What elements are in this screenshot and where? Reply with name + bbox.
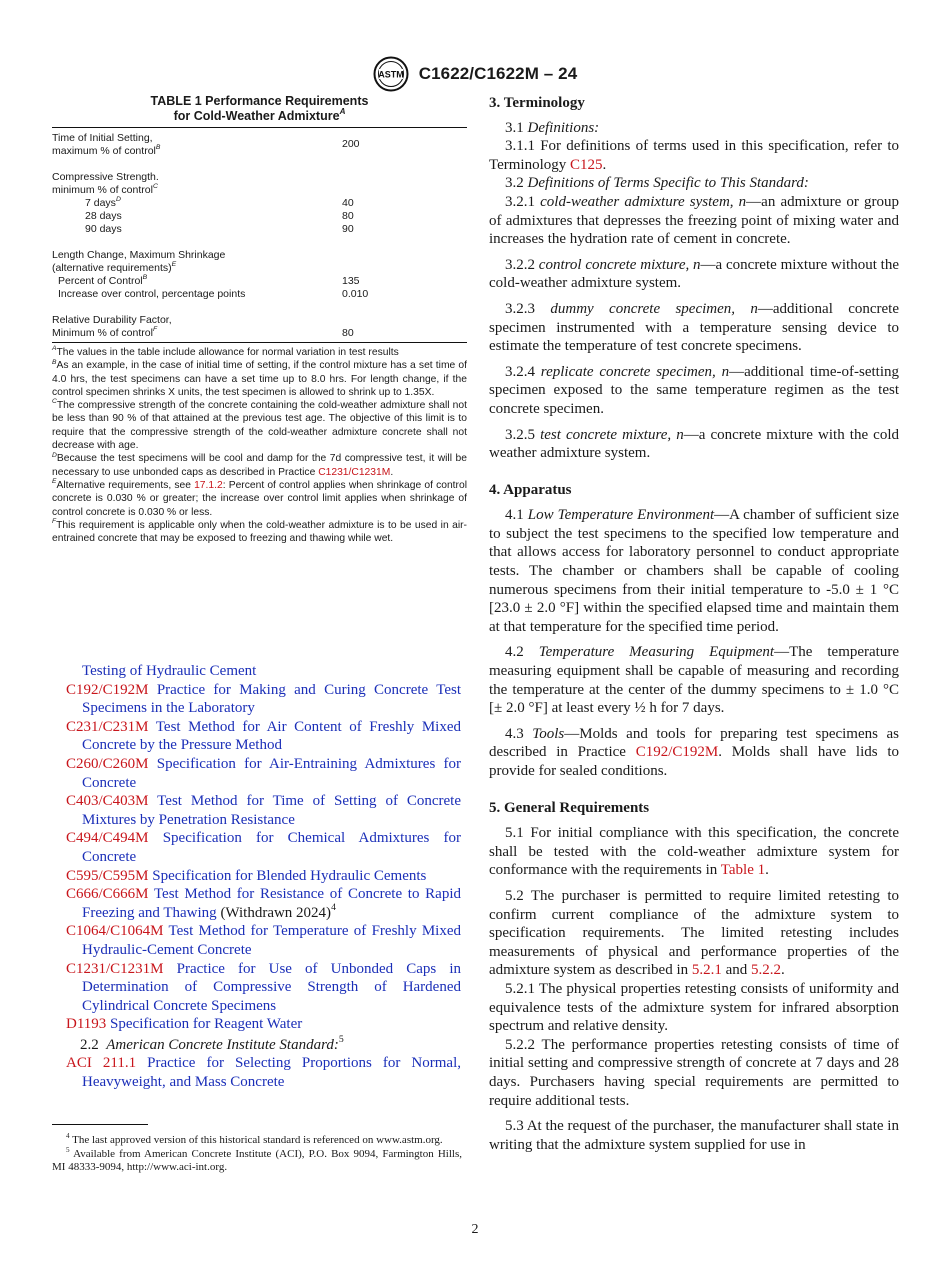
table-row: 7 days$^D$ 40 [85,196,354,209]
ref-code-link[interactable]: C403/C403M [66,793,149,810]
withdrawn-note: (Withdrawn 2024) [220,904,332,921]
table-row: Relative Durability Factor, [52,314,172,326]
list-item [66,1054,461,1091]
link-5-2-2[interactable]: 5.2.2 [751,962,782,979]
left-column [52,94,467,545]
page-number: 2 [471,1222,479,1237]
performance-requirements-table [52,127,467,343]
list-item [66,755,461,792]
ref-code-link[interactable]: C231/C231M [66,718,149,735]
paragraph: 3.2.4 replicate concrete specimen, n—additional time-of-setting specimen exposed to the same temperature regimen as the test concrete specimen. [489,363,899,417]
table-row: Minimum % of control$^F$ 80 [52,326,354,339]
ref-title-link[interactable]: Practice for Use of Unbonded Caps in Determination of Compressive Strength of Hardened Cylindrical Concrete Specimens [82,960,462,1014]
ref-code-link[interactable]: C260/C260M [66,755,149,772]
ref-title-link[interactable]: Test Method for Air Content of Freshly Mixed Concrete by the Pressure Method [82,718,461,754]
ref-code-link[interactable]: C494/C494M [66,830,149,847]
table-row: Time of Initial Setting, [52,132,153,144]
list-item [66,867,461,886]
footnote-mark: 4 [331,902,336,914]
list-item [66,681,461,718]
link-c1231[interactable]: C1231/C1231M [318,466,391,478]
ref-code-link[interactable]: C192/C192M [66,681,149,698]
ref-title-link[interactable]: Practice for Selecting Proportions for Normal, Heavyweight, and Mass Concrete [82,1055,462,1091]
table-row: (alternative requirements)$^E$ [52,261,177,274]
table-row: Compressive Strength. [52,171,159,183]
ref-code-link[interactable]: C1231/C1231M [66,960,164,977]
table-row: 28 days 80 [85,210,354,222]
ref-title-link[interactable]: Practice for Making and Curing Concrete Test Specimens in the Laboratory [82,681,461,717]
table-row: Length Change, Maximum Shrinkage [52,249,226,261]
referenced-documents-list [66,662,461,1092]
ref-title-link[interactable]: Test Method for Resistance of Concrete to Rapid Freezing and Thawing [82,886,461,921]
paragraph: 4.1 Low Temperature Environment—A chamber of sufficient size to subject the test specimens to the specified low temperature and that allows access for laboratory personnel to conduct appropriate tests. The chamber or chambers shall be capable of cooling numerous specimens from their initial temperature to -5.0 ± 1 °C [23.0 ± 2.0 °F] within the specified elapsed time and maintain them at that temperature for the specified time period. [489,507,899,635]
ref-title-link[interactable]: Specification for Reagent Water [110,1016,303,1033]
paragraph: 5.2.1 The physical properties retesting consists of uniformity and equivalence tests of the admixture system for infrared absorption spectrum and relative density. [489,980,899,1035]
paragraph: 3.2.3 dummy concrete specimen, n—additional concrete specimen instrumented with a temperature sensing device to estimate the temperature of test concrete specimens. [489,300,900,355]
list-item [66,885,461,922]
right-column [489,94,899,1154]
list-item [66,922,461,959]
ref-title-link[interactable]: Specification for Chemical Admixtures for Concrete [82,830,461,865]
ref-code-link[interactable]: C595/C595M [66,867,149,884]
ref-code-link[interactable]: C1064/C1064M [66,923,164,940]
ref-title-link[interactable]: Test Method for Temperature of Freshly Mixed Hydraulic-Cement Concrete [82,923,461,958]
paragraph: 4.2 Temperature Measuring Equipment—The temperature measuring equipment shall be capable of measuring and recording the temperature at the center of the dummy specimens to ± 1.0 °C [± 2.0 °F] at least every ½ h for 7 days. [489,644,899,717]
paragraph: 3.2.2 control concrete mixture, n—a concrete mixture without the cold-weather admixture system. [489,256,899,292]
page-header [0,56,950,92]
link-c125[interactable]: C125 [570,156,603,173]
paragraph: 5.1 For initial compliance with this specification, the concrete shall be tested with the cold-weather admixture system for conformance with the requirements in Table 1. [489,825,900,879]
list-item [66,1015,461,1034]
svg-text:ASTM: ASTM [377,69,404,80]
link-c192[interactable]: C192/C192M [635,744,719,761]
table-row: maximum % of control$^B$ 200 [52,138,360,157]
link-17-1-2[interactable]: 17.1.2 [194,479,223,491]
paragraph: 3.2.1 cold-weather admixture system, n—an admixture or group of admixtures that depresses the freezing point of mixing water and increases the hydration rate of cement in concrete. [489,193,899,248]
list-item: Testing of Hydraulic Cement [82,663,257,679]
table-row: Percent of Control$^B$ 135 [58,274,360,287]
list-item [66,718,461,755]
aci-standard-heading: 2.2 American Concrete Institute Standard:$^5$ [80,1034,344,1053]
paragraph: 3.2.5 test concrete mixture, n—a concrete mixture with the cold weather admixture system. [489,426,899,462]
link-table-1[interactable]: Table 1 [720,862,766,879]
table-title: TABLE 1 Performance Requirements for Cold-Weather Admixture$^A$ [150,94,369,123]
section-heading: 5. General Requirements [489,799,650,816]
section-heading: 3. Terminology [489,95,585,111]
table-row: minimum % of control$^C$ [52,183,158,196]
ref-code-link[interactable]: C666/C666M [66,886,149,903]
paragraph: 3.2 Definitions of Terms Specific to This Standard: [505,175,809,192]
footnote-rule [52,1124,148,1125]
paragraph: 5.2.2 The performance properties retesting consists of time of initial setting and compressive strength of concrete at 7 days and 28 days. Purchasers having special requirements are permitted to require additional tests. [489,1036,899,1109]
section-heading: 4. Apparatus [489,481,572,498]
ref-code-link[interactable]: ACI 211.1 [66,1055,137,1072]
table-row: 90 days 90 [85,223,354,235]
page-footnotes: $^4$ The last approved version of this historical standard is referenced on www.astm.org. $^5$ Available from American Concrete Institute (ACI), P.O. Box 9094, Farmington Hills, MI 48333-9094, http://www.aci-int.org. [52,1124,462,1175]
table-footnotes: $^A$The values in the table include allowance for normal variation in test results $^B$As an example, in the case of initial time of setting, if the control mixture has a set time of 4.0 hrs, the test specimens can have a set time up to 8.0 hrs. For length change, if the control specimen shrinks X units, the test specimen is allowed to shrink up to 1.35X. $^C$The compressive strength of the concrete containing the cold-weather admixture shall not be less than 90 % of that attained at the previous test age. The objective of this limit is to require that the compressive strength of the cold-weather admixture concrete shall not decrease with age. $^D$Because the test specimens will be cool and damp for the 7d compressive test, it will be necessary to use unbonded caps as described in Practice C1231/C1231M. $^E$Alternative requirements, see 17.1.2: Percent of control applies when shrinkage of control concrete is 0.030 % or greater; the increase over control limit applies when shrinkage of control concrete is 0.030 % or less. $^F$This requirement is applicable only when the cold-weather admixture is to be used in air-entrained concrete that may be exposed to freezing and thawing while wet. [52,345,467,545]
astm-logo-icon [373,56,409,92]
ref-code-link[interactable]: D1193 [66,1016,107,1033]
list-item [66,829,461,866]
paragraph: 5.2 The purchaser is permitted to require limited retesting to confirm current compliance of the admixture system to specification requirements. The limited retesting includes measurements of physical and performance properties of the admixture system as described in 5.2.1 and 5.2.2. [489,887,900,979]
link-5-2-1[interactable]: 5.2.1 [691,962,722,979]
ref-title-link[interactable]: Specification for Air-Entraining Admixtures for Concrete [82,755,462,791]
paragraph: 5.3 At the request of the purchaser, the manufacturer shall state in writing that the admixture system supplied for use in [489,1118,899,1153]
document-designation: C1622/C1622M – 24 [418,64,578,83]
paragraph: 3.1.1 For definitions of terms used in this specification, refer to Terminology C125. [489,138,899,173]
ref-title-link[interactable]: Specification for Blended Hydraulic Cements [152,867,427,884]
paragraph: 4.3 Tools—Molds and tools for preparing test specimens as described in Practice C192/C192M. Molds shall have lids to provide for sealed conditions. [489,725,900,779]
list-item [66,960,461,1016]
ref-title-link[interactable]: Test Method for Time of Setting of Concrete Mixtures by Penetration Resistance [82,793,462,828]
list-item [66,792,461,829]
paragraph: 3.1 Definitions: [505,119,600,136]
table-row: Increase over control, percentage points 0.010 [58,288,369,300]
